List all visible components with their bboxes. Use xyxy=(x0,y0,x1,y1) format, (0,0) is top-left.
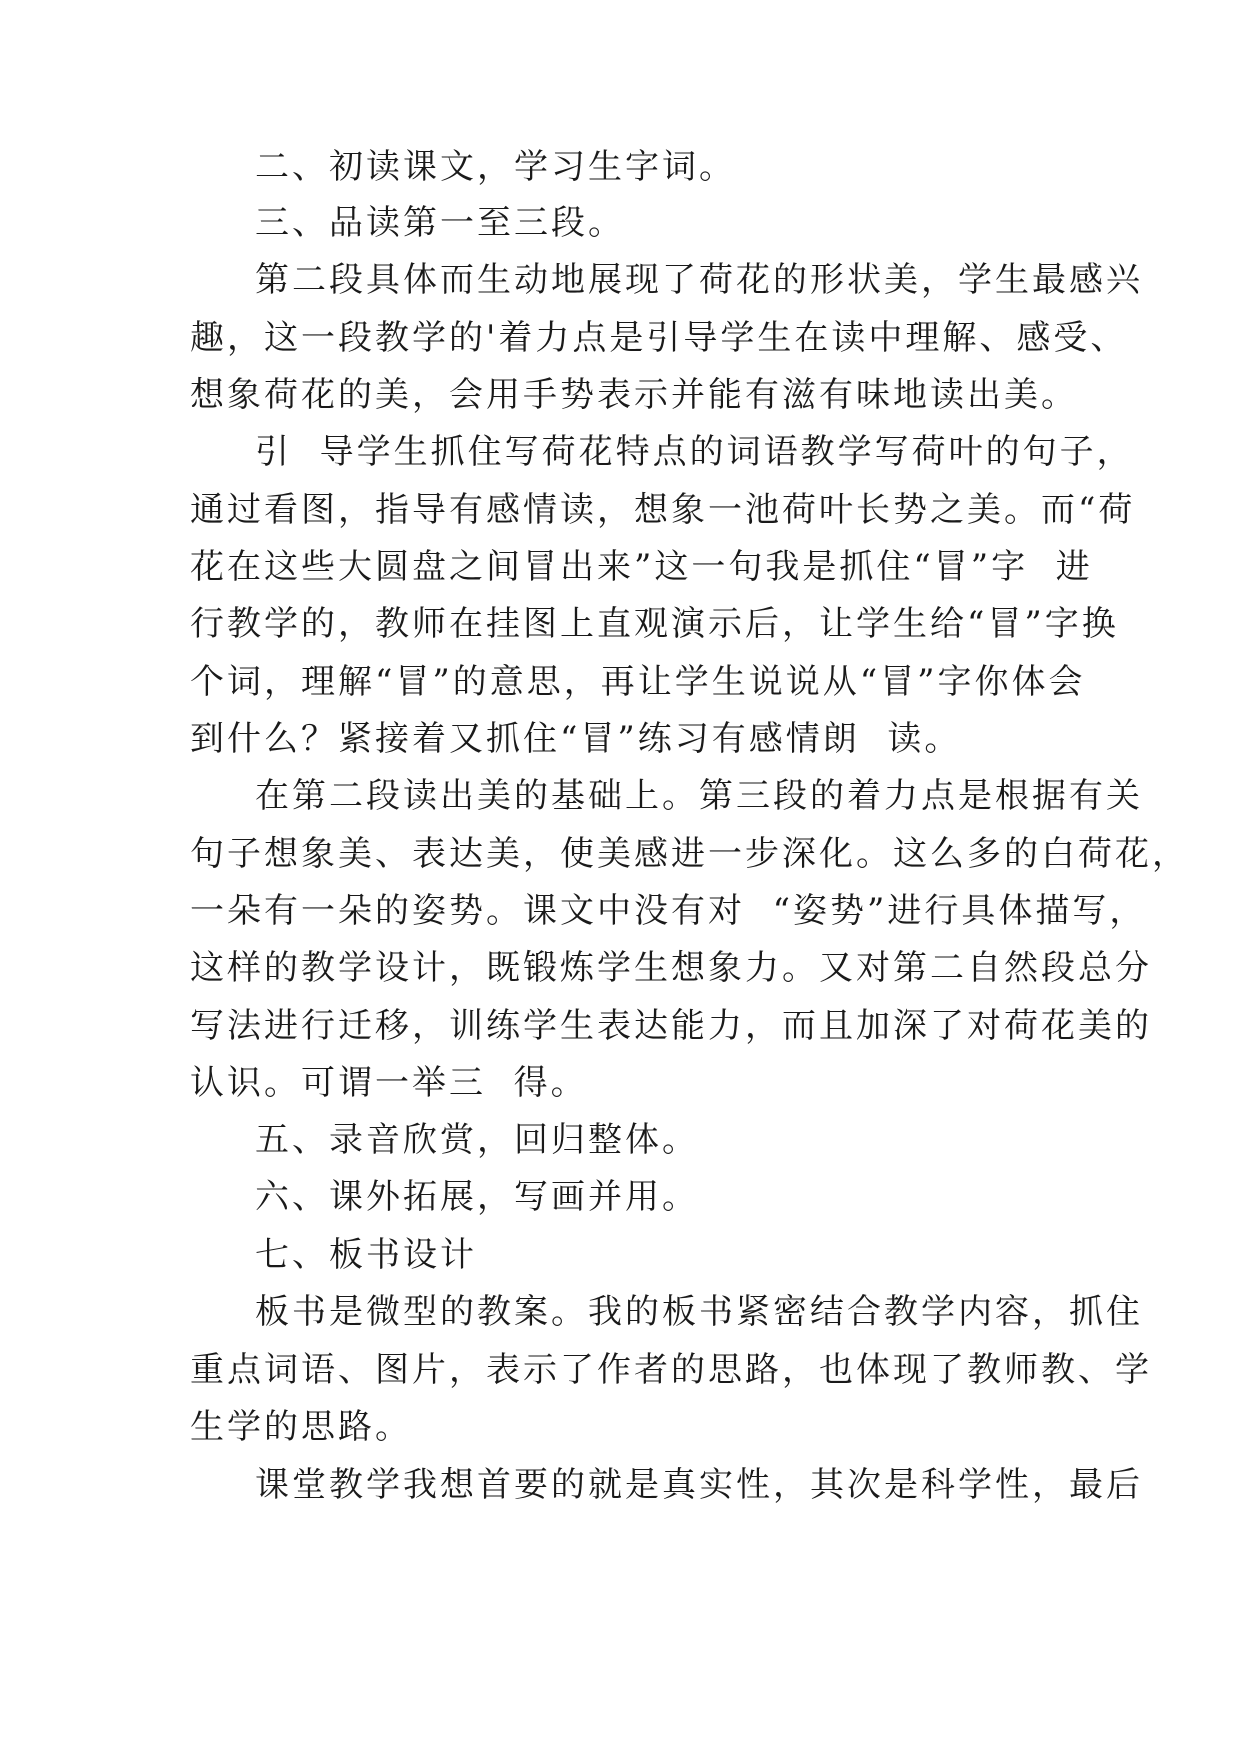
text-line: 一朵有一朵的姿势。课文中没有对 “姿势”进行具体描写， xyxy=(190,891,1147,931)
text-line: 七、板书设计 xyxy=(255,1235,477,1275)
text-line: 在第二段读出美的基础上。第三段的着力点是根据有关 xyxy=(255,776,1143,816)
text-line: 个词，理解“冒”的意思，再让学生说说从“冒”字你体会 xyxy=(190,662,1086,702)
text-line: 想象荷花的美，会用手势表示并能有滋有味地读出美。 xyxy=(190,375,1078,415)
text-line: 二、初读课文，学习生字词。 xyxy=(255,147,736,187)
text-line: 课堂教学我想首要的就是真实性，其次是科学性，最后 xyxy=(255,1465,1143,1505)
text-line: 到什么？紧接着又抓住“冒”练习有感情朗 读。 xyxy=(190,719,962,759)
text-line: 通过看图，指导有感情读，想象一池荷叶长势之美。而“荷 xyxy=(190,490,1136,530)
text-line: 花在这些大圆盘之间冒出来”这一句我是抓住“冒”字 进 xyxy=(190,547,1093,587)
text-line: 行教学的，教师在挂图上直观演示后，让学生给“冒”字换 xyxy=(190,604,1119,644)
text-line: 引 导学生抓住写荷花特点的词语教学写荷叶的句子， xyxy=(255,432,1134,472)
text-line: 句子想象美、表达美，使美感进一步深化。这么多的白荷花， xyxy=(190,834,1189,874)
text-line: 六、课外拓展，写画并用。 xyxy=(255,1177,699,1217)
text-line: 重点词语、图片，表示了作者的思路，也体现了教师教、学 xyxy=(190,1350,1152,1390)
text-line: 认识。可谓一举三 得。 xyxy=(190,1063,588,1103)
text-line: 板书是微型的教案。我的板书紧密结合教学内容，抓住 xyxy=(255,1292,1143,1332)
text-line: 趣，这一段教学的'着力点是引导学生在读中理解、感受、 xyxy=(190,318,1128,358)
text-line: 五、录音欣赏，回归整体。 xyxy=(255,1120,699,1160)
text-line: 生学的思路。 xyxy=(190,1407,412,1447)
text-line: 写法进行迁移，训练学生表达能力，而且加深了对荷花美的 xyxy=(190,1006,1152,1046)
text-line: 三、品读第一至三段。 xyxy=(255,203,625,243)
text-line: 这样的教学设计，既锻炼学生想象力。又对第二自然段总分 xyxy=(190,948,1152,988)
text-line: 第二段具体而生动地展现了荷花的形状美，学生最感兴 xyxy=(255,260,1143,300)
